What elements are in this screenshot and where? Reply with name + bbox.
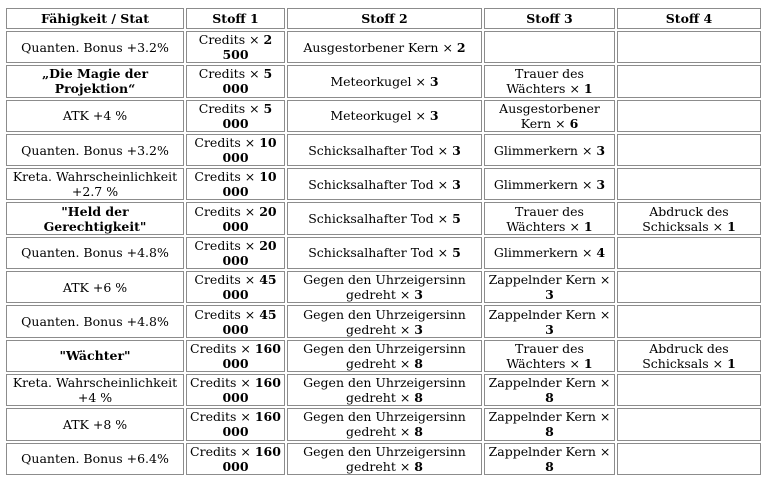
material-3-cell: Glimmerkern × 4	[484, 237, 615, 269]
material-name: Gegen den Uhrzeigersinn gedreht	[303, 340, 466, 371]
material-name: Meteorkugel	[330, 108, 412, 124]
material-2-cell: Schicksalhafter Tod × 3	[287, 168, 482, 200]
skill-cell: ATK +8 %	[6, 408, 184, 440]
skill-cell: ATK +6 %	[6, 271, 184, 303]
material-2-cell: Gegen den Uhrzeigersinn gedreht × 3	[287, 305, 482, 337]
material-quantity: 5	[452, 245, 461, 261]
material-4-cell	[617, 100, 761, 132]
skill-cell: Kreta. Wahrscheinlichkeit +2.7 %	[6, 168, 184, 200]
material-quantity: 3	[596, 176, 606, 192]
material-quantity: 3	[452, 142, 461, 158]
column-header-material-4: Stoff 4	[617, 8, 761, 29]
material-name: Credits	[194, 203, 241, 219]
material-quantity: 3	[545, 321, 554, 337]
skill-cell: Quanten. Bonus +4.8%	[6, 305, 184, 337]
material-name: Credits	[194, 135, 241, 151]
material-name: Gegen den Uhrzeigersinn gedreht	[303, 272, 466, 303]
material-2-cell: Gegen den Uhrzeigersinn gedreht × 3	[287, 271, 482, 303]
material-4-cell	[617, 305, 761, 337]
material-name: Trauer des Wächters	[506, 340, 584, 371]
column-header-material-3: Stoff 3	[484, 8, 615, 29]
material-quantity: 160 000	[222, 409, 281, 440]
table-body	[6, 31, 761, 475]
material-name: Glimmerkern	[493, 176, 578, 192]
material-name: Credits	[194, 169, 241, 185]
material-1-cell: Credits × 160 000	[186, 340, 285, 372]
material-4-cell: Abdruck des Schicksals × 1	[617, 202, 761, 234]
material-quantity: 2 500	[222, 32, 273, 63]
material-quantity: 160 000	[222, 443, 281, 474]
material-4-cell: Abdruck des Schicksals × 1	[617, 340, 761, 372]
material-name: Credits	[194, 272, 241, 288]
material-4-cell	[617, 168, 761, 200]
table-row	[6, 65, 761, 97]
material-quantity: 160 000	[222, 375, 281, 406]
material-name: Credits	[198, 66, 246, 82]
skill-cell: Quanten. Bonus +3.2%	[6, 134, 184, 166]
material-name: Schicksalhafter Tod	[308, 142, 434, 158]
material-2-cell: Meteorkugel × 3	[287, 65, 482, 97]
material-quantity: 8	[414, 458, 423, 474]
material-4-cell	[617, 443, 761, 475]
material-quantity: 45 000	[222, 306, 277, 337]
material-1-cell: Credits × 160 000	[186, 374, 285, 406]
material-4-cell	[617, 271, 761, 303]
material-1-cell: Credits × 160 000	[186, 408, 285, 440]
material-quantity: 3	[596, 142, 606, 158]
material-name: Zappelnder Kern	[488, 409, 596, 425]
material-3-cell: Glimmerkern × 3	[484, 134, 615, 166]
material-name: Credits	[194, 237, 241, 253]
table-row	[6, 202, 761, 234]
material-quantity: 8	[545, 458, 554, 474]
material-2-cell: Schicksalhafter Tod × 5	[287, 237, 482, 269]
material-quantity: 8	[545, 424, 554, 440]
material-quantity: 1	[583, 81, 593, 97]
material-1-cell: Credits × 10 000	[186, 168, 285, 200]
material-1-cell: Credits × 2 500	[186, 31, 285, 63]
material-name: Gegen den Uhrzeigersinn gedreht	[303, 409, 466, 440]
header-row	[6, 8, 761, 29]
skill-cell: Quanten. Bonus +6.4%	[6, 443, 184, 475]
material-1-cell: Credits × 45 000	[186, 305, 285, 337]
column-header-skill: Fähigkeit / Stat	[6, 8, 184, 29]
material-1-cell: Credits × 5 000	[186, 65, 285, 97]
skill-cell: "Wächter"	[6, 340, 184, 372]
skill-cell: Quanten. Bonus +4.8%	[6, 237, 184, 269]
material-quantity: 4	[596, 245, 606, 261]
material-1-cell: Credits × 5 000	[186, 100, 285, 132]
material-quantity: 160 000	[222, 340, 281, 371]
material-2-cell: Gegen den Uhrzeigersinn gedreht × 8	[287, 443, 482, 475]
material-4-cell	[617, 134, 761, 166]
table-row	[6, 408, 761, 440]
material-quantity: 45 000	[222, 272, 277, 303]
material-quantity: 8	[545, 390, 554, 406]
material-3-cell	[484, 31, 615, 63]
material-quantity: 8	[414, 390, 423, 406]
material-quantity: 3	[414, 287, 423, 303]
material-quantity: 8	[414, 424, 423, 440]
material-name: Schicksalhafter Tod	[308, 211, 434, 227]
material-name: Credits	[198, 100, 246, 116]
material-quantity: 5 000	[222, 100, 273, 131]
material-quantity: 2	[456, 39, 466, 55]
material-name: Credits	[190, 375, 237, 391]
column-header-material-1: Stoff 1	[186, 8, 285, 29]
skill-cell: „Die Magie der Projektion“	[6, 65, 184, 97]
material-3-cell: Ausgestorbener Kern × 6	[484, 100, 615, 132]
material-quantity: 1	[583, 218, 593, 234]
material-name: Ausgestorbener Kern	[499, 100, 600, 131]
material-quantity: 5 000	[222, 66, 273, 97]
material-quantity: 1	[727, 355, 736, 371]
material-3-cell: Zappelnder Kern × 8	[484, 374, 615, 406]
material-3-cell: Zappelnder Kern × 8	[484, 443, 615, 475]
material-name: Zappelnder Kern	[488, 272, 596, 288]
skill-cell: Quanten. Bonus +3.2%	[6, 31, 184, 63]
material-1-cell: Credits × 20 000	[186, 237, 285, 269]
table-row	[6, 31, 761, 63]
material-quantity: 6	[569, 115, 579, 131]
material-name: Schicksalhafter Tod	[308, 176, 434, 192]
material-name: Credits	[190, 443, 237, 459]
material-name: Glimmerkern	[493, 245, 578, 261]
skill-cell: "Held der Gerechtigkeit"	[6, 202, 184, 234]
material-name: Gegen den Uhrzeigersinn gedreht	[303, 443, 466, 474]
table-row	[6, 305, 761, 337]
material-name: Abdruck des Schicksals	[642, 203, 729, 234]
material-name: Meteorkugel	[330, 73, 412, 89]
material-name: Gegen den Uhrzeigersinn gedreht	[303, 306, 466, 337]
table-row	[6, 271, 761, 303]
material-4-cell	[617, 374, 761, 406]
material-3-cell: Trauer des Wächters × 1	[484, 202, 615, 234]
material-name: Credits	[190, 340, 237, 356]
material-quantity: 10 000	[222, 135, 277, 166]
material-1-cell: Credits × 45 000	[186, 271, 285, 303]
material-name: Trauer des Wächters	[506, 66, 584, 97]
material-1-cell: Credits × 10 000	[186, 134, 285, 166]
material-4-cell	[617, 408, 761, 440]
material-2-cell: Meteorkugel × 3	[287, 100, 482, 132]
material-quantity: 20 000	[222, 203, 277, 234]
material-1-cell: Credits × 20 000	[186, 202, 285, 234]
material-quantity: 20 000	[222, 237, 277, 268]
material-2-cell: Schicksalhafter Tod × 5	[287, 202, 482, 234]
material-4-cell	[617, 237, 761, 269]
material-3-cell: Zappelnder Kern × 8	[484, 408, 615, 440]
material-name: Credits	[198, 32, 246, 48]
material-name: Glimmerkern	[493, 142, 578, 158]
material-quantity: 1	[727, 218, 736, 234]
material-name: Zappelnder Kern	[488, 443, 596, 459]
material-4-cell	[617, 65, 761, 97]
material-2-cell: Gegen den Uhrzeigersinn gedreht × 8	[287, 408, 482, 440]
material-name: Schicksalhafter Tod	[308, 245, 434, 261]
material-2-cell: Gegen den Uhrzeigersinn gedreht × 8	[287, 340, 482, 372]
material-quantity: 1	[583, 355, 593, 371]
material-name: Ausgestorbener Kern	[303, 39, 439, 55]
upgrade-materials-table	[4, 6, 763, 477]
material-2-cell: Ausgestorbener Kern × 2	[287, 31, 482, 63]
material-2-cell: Schicksalhafter Tod × 3	[287, 134, 482, 166]
material-3-cell: Zappelnder Kern × 3	[484, 271, 615, 303]
material-3-cell: Trauer des Wächters × 1	[484, 340, 615, 372]
material-quantity: 3	[452, 176, 461, 192]
material-quantity: 3	[545, 287, 554, 303]
table-row	[6, 443, 761, 475]
table-row	[6, 168, 761, 200]
skill-cell: Kreta. Wahrscheinlichkeit +4 %	[6, 374, 184, 406]
material-4-cell	[617, 31, 761, 63]
material-quantity: 3	[429, 108, 439, 124]
table-row	[6, 100, 761, 132]
material-name: Gegen den Uhrzeigersinn gedreht	[303, 375, 466, 406]
table-row	[6, 374, 761, 406]
material-3-cell: Zappelnder Kern × 3	[484, 305, 615, 337]
material-name: Credits	[190, 409, 237, 425]
skill-cell: ATK +4 %	[6, 100, 184, 132]
material-quantity: 3	[429, 73, 439, 89]
table-row	[6, 340, 761, 372]
material-name: Zappelnder Kern	[488, 306, 596, 322]
table-row	[6, 134, 761, 166]
material-1-cell: Credits × 160 000	[186, 443, 285, 475]
material-3-cell: Trauer des Wächters × 1	[484, 65, 615, 97]
table-row	[6, 237, 761, 269]
material-2-cell: Gegen den Uhrzeigersinn gedreht × 8	[287, 374, 482, 406]
material-3-cell: Glimmerkern × 3	[484, 168, 615, 200]
material-name: Abdruck des Schicksals	[642, 340, 729, 371]
material-quantity: 8	[414, 355, 423, 371]
material-name: Trauer des Wächters	[506, 203, 584, 234]
material-name: Credits	[194, 306, 241, 322]
material-quantity: 3	[414, 321, 423, 337]
material-quantity: 10 000	[222, 169, 277, 200]
material-quantity: 5	[452, 211, 461, 227]
material-name: Zappelnder Kern	[488, 375, 596, 391]
column-header-material-2: Stoff 2	[287, 8, 482, 29]
